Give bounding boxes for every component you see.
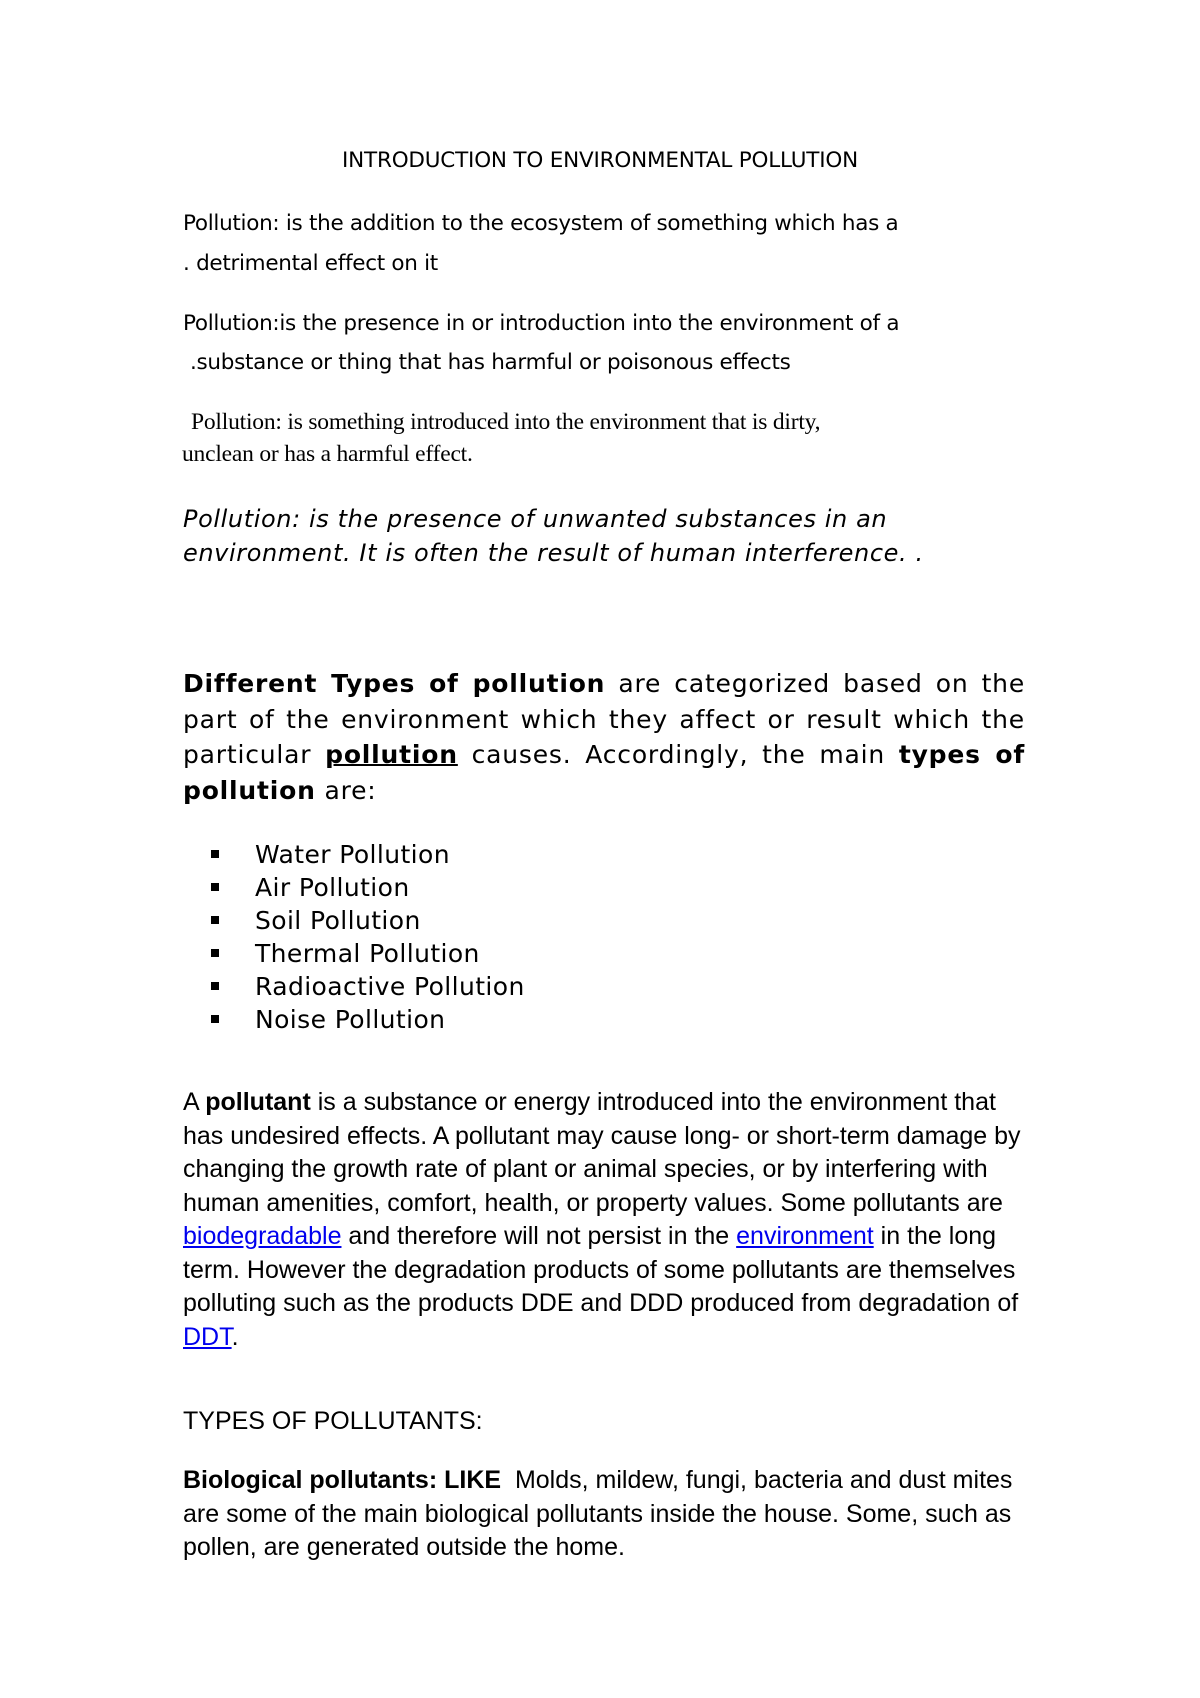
square-bullet-icon: [211, 982, 219, 990]
biodegradable-link[interactable]: biodegradable: [183, 1222, 342, 1250]
square-bullet-icon: [211, 949, 219, 957]
types-of-pollutants-heading: TYPES OF POLLUTANTS:: [183, 1407, 483, 1435]
square-bullet-icon: [211, 916, 219, 924]
list-item: [180, 871, 525, 904]
pollutant-text-3: in the long term. However the degradation products of some pollutants are themselves polluting such as the products DDE and DDD produced from degradation of: [183, 1222, 1019, 1317]
biological-pollutants-paragraph: [183, 1464, 1043, 1565]
biological-bold: Biological pollutants: LIKE: [183, 1466, 502, 1494]
types-intro-text-3: are:: [315, 775, 377, 805]
definition-3-line-1: Pollution: is something introduced into the environment that is dirty,: [191, 409, 821, 435]
types-of-pollution-bold: types of pollution: [183, 740, 1025, 805]
list-item-label: Air Pollution: [255, 873, 410, 902]
definition-4-line-1: Pollution: is the presence of unwanted substances in an: [183, 505, 888, 533]
page-title: INTRODUCTION TO ENVIRONMENTAL POLLUTION: [342, 148, 858, 173]
square-bullet-icon: [211, 850, 219, 858]
list-item: [180, 838, 525, 871]
pollutant-paragraph: [183, 1086, 1043, 1354]
list-item: [180, 904, 525, 937]
definition-4-line-2: environment. It is often the result of human interference. .: [183, 539, 924, 567]
pollution-underlined: pollution: [325, 740, 458, 769]
square-bullet-icon: [211, 1015, 219, 1023]
pollutant-text-2: and therefore will not persist in the: [341, 1222, 737, 1250]
list-item-label: Noise Pollution: [255, 1005, 446, 1034]
types-intro-text-2: causes. Accordingly, the main: [457, 740, 899, 769]
biological-text: Molds, mildew, fungi, bacteria and dust mites are some of the main biological pollutants inside the house. Some, such as pollen, are generated outside the home.: [183, 1466, 1020, 1561]
pollutant-text-4: .: [231, 1322, 239, 1351]
types-intro-paragraph: [183, 666, 1025, 808]
definition-1-line-2: . detrimental effect on it: [183, 251, 438, 276]
types-intro-bold: Different Types of pollution: [183, 669, 606, 698]
list-item: [180, 970, 525, 1003]
pollutant-bold: pollutant: [205, 1088, 311, 1116]
square-bullet-icon: [211, 883, 219, 891]
environment-link[interactable]: environment: [736, 1222, 874, 1250]
pollution-types-list: [180, 838, 525, 1036]
types-intro-text: are categorized based on the part of the environment which they affect or result which the particular: [183, 669, 1025, 769]
definition-2-line-2: .substance or thing that has harmful or poisonous effects: [190, 350, 791, 375]
pollutant-text-1: is a substance or energy introduced into the environment that has undesired effects. A pollutant may cause long- or short-term damage by changing the growth rate of plant or animal species, or by interfering with human amenities, comfort, health, or property values. Some pollutants are: [183, 1088, 1021, 1217]
list-item: [180, 1003, 525, 1036]
list-item: [180, 937, 525, 970]
definition-3-line-2: unclean or has a harmful effect.: [182, 441, 473, 467]
list-item-label: Soil Pollution: [255, 906, 421, 935]
list-item-label: Thermal Pollution: [255, 939, 480, 968]
definition-1-line-1: Pollution: is the addition to the ecosystem of something which has a: [183, 211, 899, 236]
ddt-link[interactable]: DDT: [183, 1322, 232, 1351]
list-item-label: Water Pollution: [255, 840, 450, 869]
pollutant-text-a: A: [183, 1088, 206, 1116]
list-item-label: Radioactive Pollution: [255, 972, 525, 1001]
definition-2-line-1: Pollution:is the presence in or introduction into the environment of a: [183, 311, 900, 336]
